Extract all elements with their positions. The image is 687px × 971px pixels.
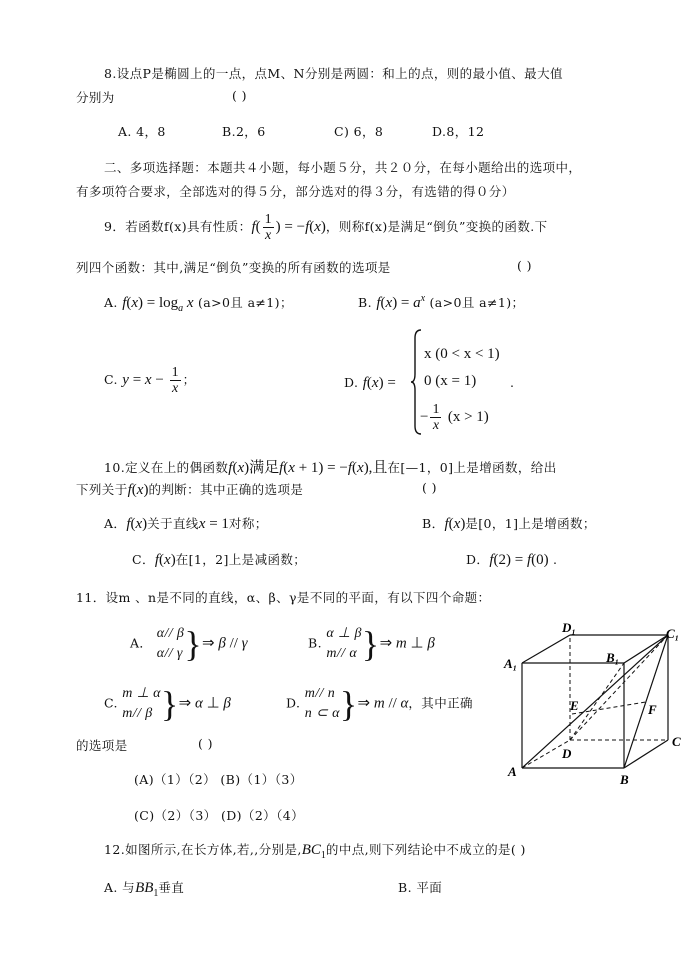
label-f: F — [648, 702, 657, 717]
q9-option-b — [358, 293, 524, 312]
q12-stem-text: 12.如图所示,在长方体,若,,分别是, — [104, 842, 302, 857]
q12-option-b: B. 平面 — [398, 880, 443, 895]
q9-option-a-label: A. — [104, 295, 118, 310]
q9-option-b-label: B. — [358, 295, 372, 310]
label-c: C — [672, 734, 681, 749]
q10-prefix: 10.定义在上的偶函数 — [104, 460, 229, 475]
label-a: A — [508, 764, 517, 779]
q10-option-b-text: 是[0，1]上是增函数； — [465, 516, 596, 531]
q11-stem: 11．设m 、n是不同的直线，α、β、γ是不同的平面，有以下四个命题： — [76, 590, 491, 605]
label-d: D — [562, 746, 572, 761]
edge-b-c — [624, 740, 668, 768]
q11-option-d: D. m// n n ⊂ α }⇒ m // α，其中正确 — [286, 684, 473, 724]
q10-option-a-label: A． — [104, 516, 127, 531]
q10-option-b: B．f(x)是[0，1]上是增函数； — [422, 516, 596, 532]
q10-mid: 在[—1，0]上是增函数，给出 — [387, 460, 557, 475]
q11-choices-row1: (A)（1）（2） (B)（1）（3） — [134, 772, 303, 787]
q9-answer-paren: ( ) — [517, 258, 532, 273]
q10-condition-formula: f(x)满足f(x + 1) = −f(x),且 — [228, 460, 388, 476]
q11-option-a-label: A． — [130, 635, 153, 651]
q9-option-c-label: C. — [104, 371, 118, 387]
q9-line2-text: 列四个函数：其中,满足“倒负”变换的所有函数的选项是 — [76, 260, 391, 275]
q11-option-b-label: B. — [308, 635, 322, 651]
q8-stem-line1: 8.设点P是椭圆上的一点，点M、N分别是两圆：和上的点，则的最小值、最大值 — [104, 66, 563, 81]
q12-option-a: A. 与$BB_1$垂直 — [104, 880, 185, 899]
q11-choices-row2: (C)（2）（3） (D)（2）（4） — [134, 808, 304, 823]
q10-answer-paren: ( ) — [422, 480, 437, 495]
q8-stem-line2-text: 分别为 — [76, 90, 115, 105]
q11-option-b: B. α ⊥ β m// α }⇒ m ⊥ β — [308, 624, 435, 664]
q11-option-b-premises: α ⊥ β m// α — [326, 626, 362, 661]
cuboid-figure — [502, 618, 682, 788]
edge-b1-c1 — [624, 635, 668, 663]
q11-option-c-label: C. — [104, 695, 118, 711]
q11-option-c-premises: m ⊥ α m// β — [122, 686, 161, 721]
edge-a1-d1 — [522, 635, 570, 663]
q9-option-d-case1: x (0 < x < 1) — [424, 346, 500, 362]
q9-prefix: 9．若函数f(x)具有性质： — [104, 218, 252, 234]
q9-option-a-formula: $f(x) = \log_a x$ — [122, 295, 194, 314]
q8-answer-paren: ( ) — [232, 88, 247, 103]
q9-line2 — [76, 258, 532, 276]
q12-option-a-text: A. 与 — [104, 880, 136, 895]
q10-option-a-text: 关于直线 — [147, 516, 199, 531]
q12-stem-tail: 的中点,则下列结论中不成立的是( ) — [325, 842, 526, 857]
q9-option-a-tail: (a>0且 a≠1)； — [197, 295, 293, 310]
q9-option-d-lhs: f(x) = — [362, 375, 396, 391]
q11-choice-line — [76, 736, 213, 754]
q10-stem — [104, 456, 557, 477]
label-a1: A₁ — [504, 656, 518, 671]
q10-option-c-label: C． — [132, 552, 155, 567]
q8-option-d: D.8，12 — [432, 124, 485, 139]
label-c1: C₁ — [666, 626, 680, 641]
q11-option-d-label: D. — [286, 695, 301, 711]
q9-option-d-label: D. — [344, 375, 359, 390]
q8-option-b: B.2，6 — [222, 124, 266, 139]
label-b1: B₁ — [606, 650, 620, 665]
q10-option-c: C．f(x)在[1，2]上是减函数； — [132, 552, 307, 568]
q11-choice-text: 的选项是 — [76, 738, 128, 753]
q9-option-d-case2: 0 (x = 1) — [424, 373, 477, 389]
q10-line2-pre: 下列关于 — [76, 482, 128, 497]
q10-option-c-text: 在[1，2]上是减函数； — [175, 552, 307, 567]
q9-option-a — [104, 293, 293, 314]
q9-option-b-tail: (a>0且 a≠1)； — [429, 295, 525, 310]
q10-option-a: A．f(x)关于直线x = 1对称； — [104, 516, 268, 532]
q11-option-c: C. m ⊥ α m// β }⇒ α ⊥ β — [104, 684, 231, 724]
q9-stem — [104, 212, 548, 243]
q10-option-d: D．f(2) = f(0) . — [466, 552, 558, 568]
q10-option-b-label: B． — [422, 516, 445, 531]
label-d1: D₁ — [562, 620, 576, 635]
q10-option-d-label: D． — [466, 552, 490, 567]
q8-stem-line2 — [76, 88, 247, 106]
q12-stem: 12.如图所示,在长方体,若,,分别是$,BC_1$的中点,则下列结论中不成立的是( ) — [104, 842, 526, 861]
q9-option-d: D. f(x) = x (0 < x < 1) 0 (x = 1) − $\frac{1}{x}$ (x > 1) . — [344, 328, 396, 345]
q10-option-a-text2: 对称； — [228, 516, 268, 531]
q11-option-a: A． α// β α// γ }⇒ β // γ — [130, 624, 248, 664]
q9-option-b-formula: $f(x) = a^x$ — [376, 293, 426, 311]
label-e: E — [570, 698, 579, 713]
q9-suffix: ，则称f(x)是满足“倒负”变换的函数.下 — [325, 218, 548, 234]
q11-option-a-premises: α// β α// γ — [156, 626, 185, 661]
section2-line2: 有多项符合要求，全部选对的得５分，部分选对的得３分，有选错的得０分） — [76, 184, 515, 199]
q12-option-a-tail: 垂直 — [158, 880, 185, 895]
q11-option-d-premises: m// n n ⊂ α — [304, 686, 340, 721]
q10-line2: 下列关于f(x)的判断：其中正确的选项是 ( ) — [76, 480, 437, 498]
q9-option-d-case3-cond: (x > 1) — [447, 408, 489, 425]
q11-option-d-tail: ，其中正确 — [408, 695, 473, 711]
q9-option-c: C. y = x − $\frac{1}{x}$ ； — [104, 365, 196, 396]
q10-line2-post: 的判断：其中正确的选项是 — [148, 482, 304, 497]
q9-option-c-formula: y = x − $\frac{1}{x}$ — [122, 365, 179, 396]
q9-option-d-case3: − $\frac{1}{x}$ (x > 1) — [420, 402, 489, 433]
label-b: B — [620, 772, 629, 787]
q8-option-c: C) 6，8 — [334, 124, 384, 139]
q8-option-a: A. 4，8 — [118, 124, 166, 139]
q9-property-formula: f( $\frac{1}{x}$ ) = −f(x) — [251, 212, 326, 243]
q11-answer-paren: ( ) — [198, 736, 213, 751]
section2-line1: 二、多项选择题：本题共４小题，每小题５分，共２０分，在每小题给出的选项中， — [104, 160, 582, 175]
